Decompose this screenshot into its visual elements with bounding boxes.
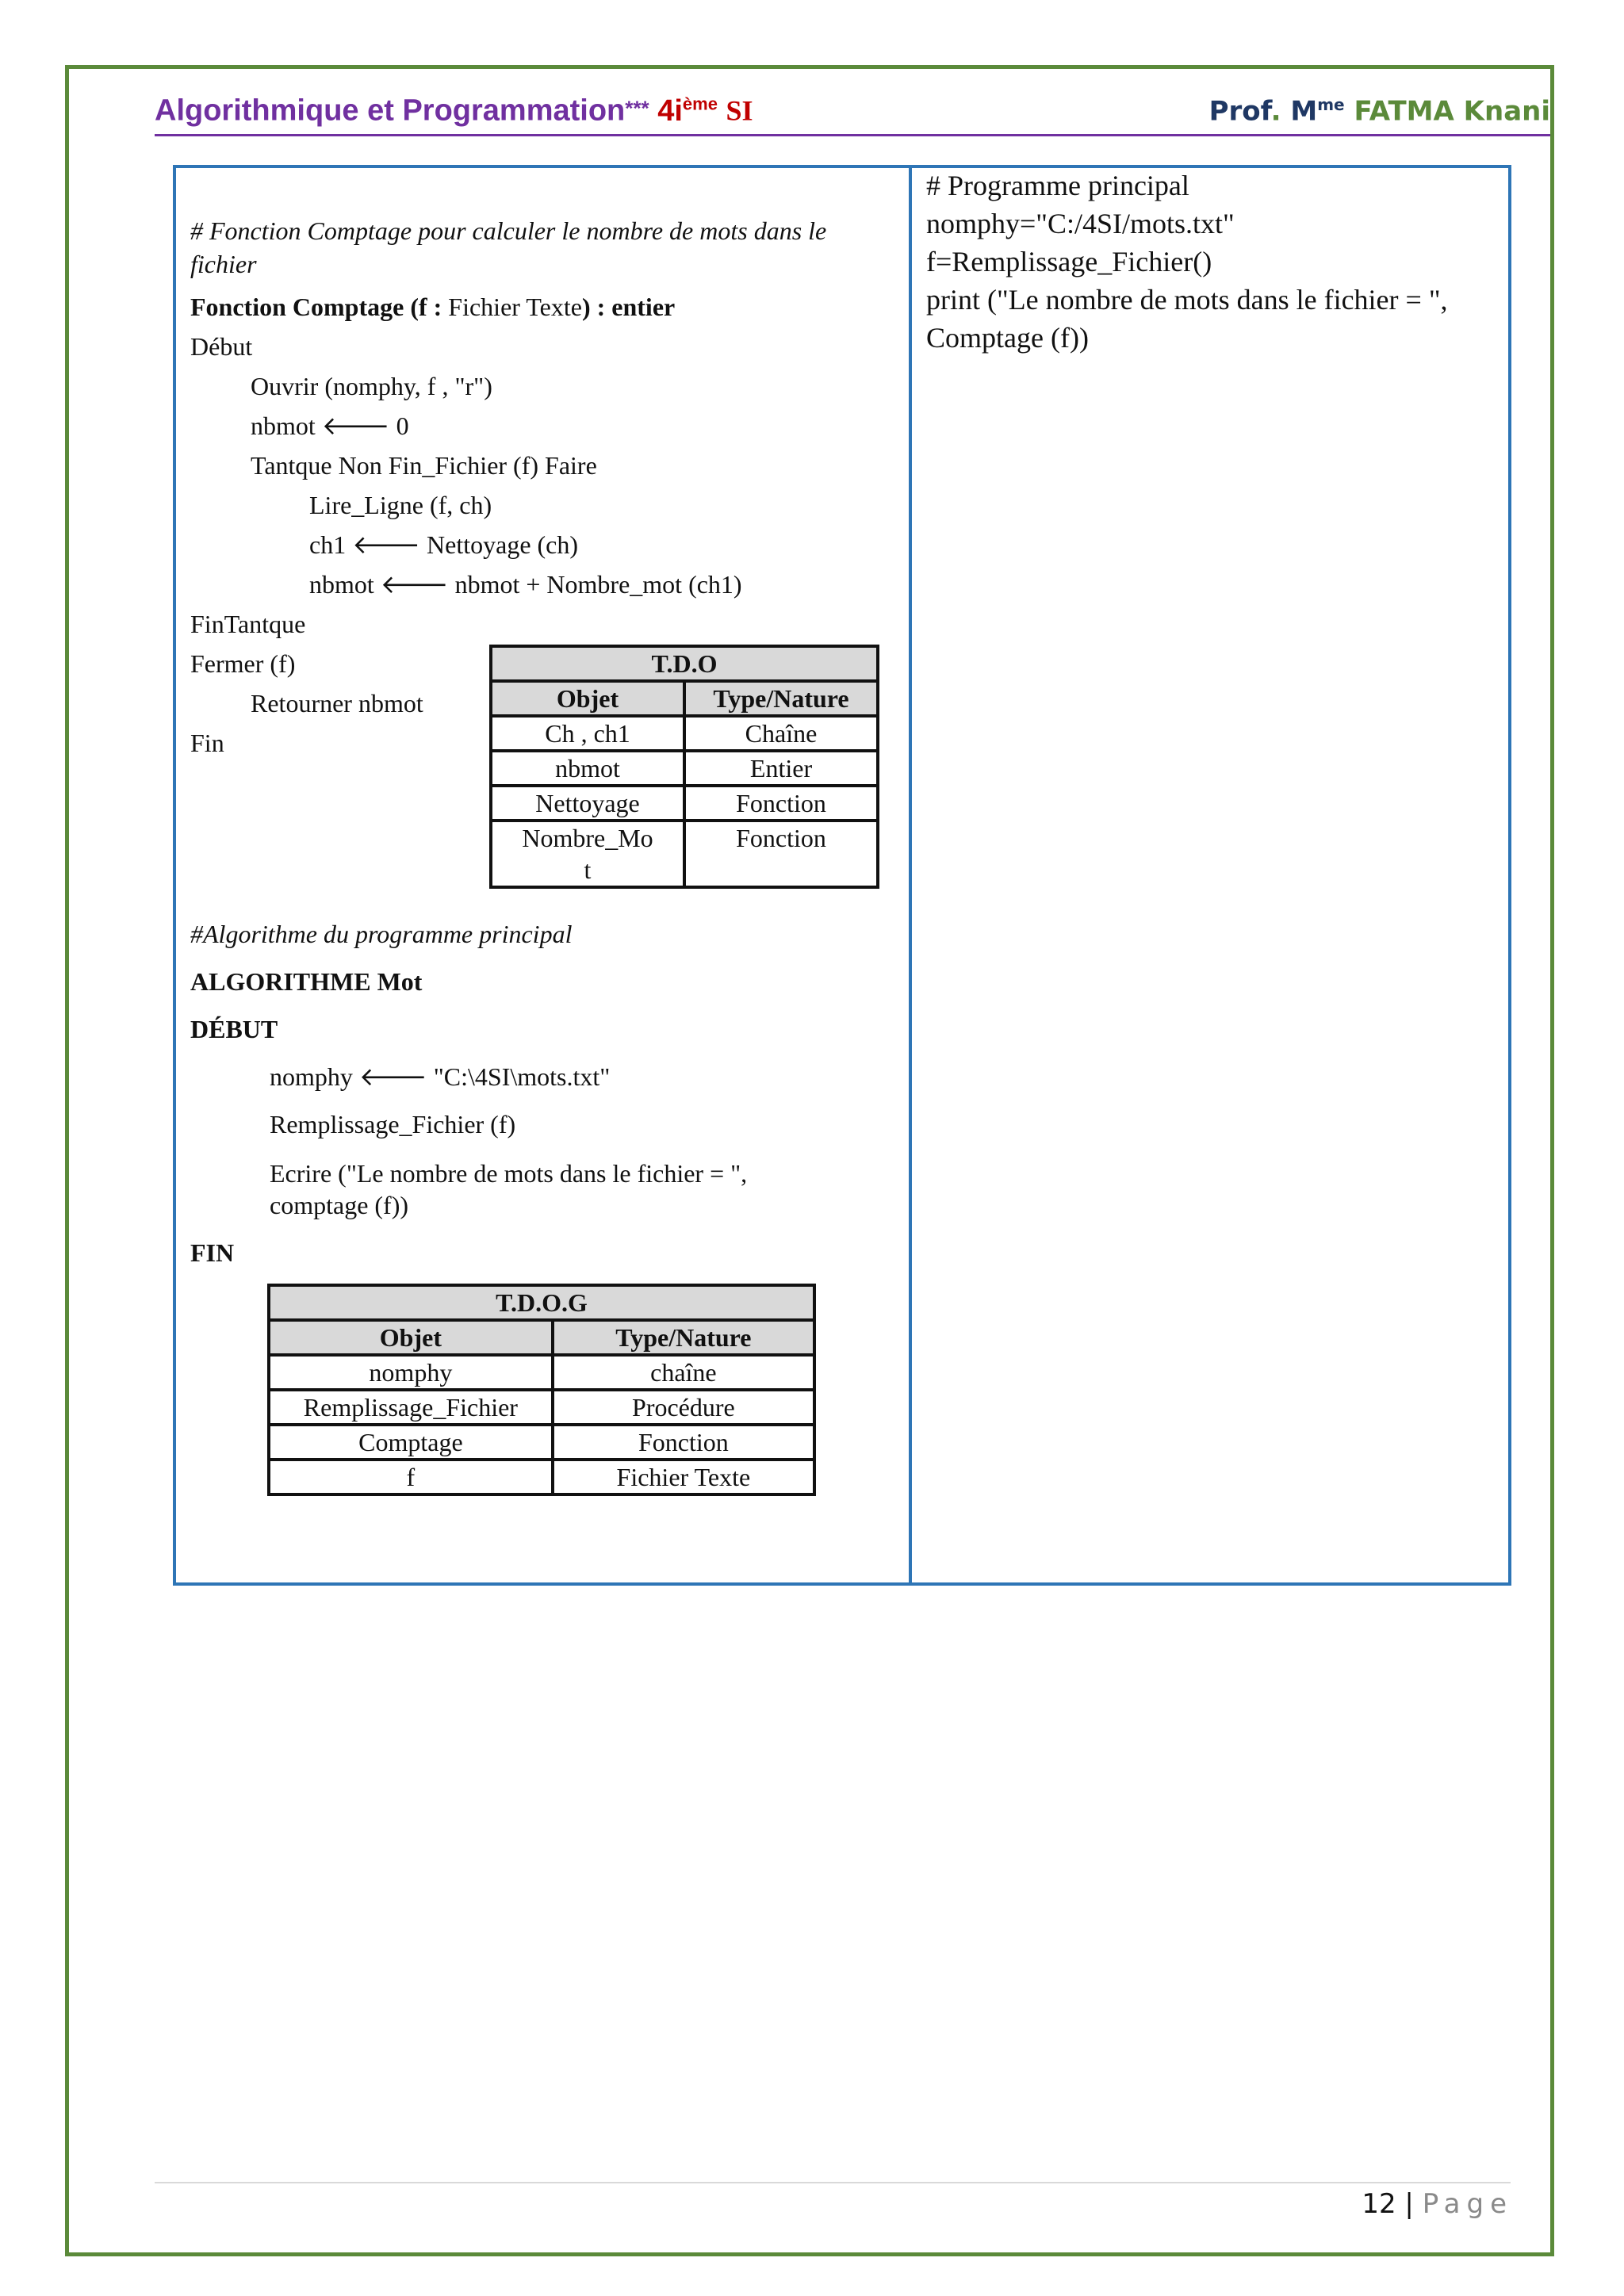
code-line: nomphy="C:/4SI/mots.txt" xyxy=(926,208,1235,239)
professor-name: Prof. $M^{me}$ FATMA Knani xyxy=(1208,95,1550,128)
tdog-col-objet: Objet xyxy=(269,1320,553,1355)
algo-debut: DÉBUT xyxy=(190,1015,278,1043)
footer-separator: | xyxy=(1404,2188,1414,2220)
page-header xyxy=(155,94,1550,135)
algo-fin: FIN xyxy=(190,1238,235,1267)
table-cell: Fonction xyxy=(553,1425,814,1460)
table-cell: Remplissage_Fichier xyxy=(269,1390,553,1425)
code-line: FinTantque xyxy=(190,610,306,638)
table-cell: Fonction xyxy=(684,821,878,887)
code-line: nomphy 🡐 "C:\4SI\mots.txt" xyxy=(270,1062,611,1091)
code-line: Remplissage_Fichier (f) xyxy=(270,1110,516,1138)
page-number: 12 xyxy=(1362,2188,1396,2220)
table-row xyxy=(491,751,878,786)
table-cell: Nettoyage xyxy=(491,786,684,821)
table-cell: Fichier Texte xyxy=(553,1460,814,1494)
table-cell: Entier xyxy=(684,751,878,786)
code-line: Fin xyxy=(190,729,224,757)
table-cell: nbmot xyxy=(491,751,684,786)
table-row xyxy=(269,1390,814,1425)
code-line: nbmot 🡐 nbmot + Nombre_mot (ch1) xyxy=(309,570,742,599)
code-line: Début xyxy=(190,332,253,361)
algo-title: ALGORITHME Mot xyxy=(190,967,423,996)
table-row xyxy=(491,716,878,751)
course-name: Algorithmique et Programmation xyxy=(155,94,626,128)
code-line: nbmot 🡐 0 xyxy=(251,411,409,440)
table-cell: Fonction xyxy=(684,786,878,821)
code-line: Lire_Ligne (f, ch) xyxy=(309,491,492,519)
level-si: SI xyxy=(726,94,753,127)
level-label: $4i^{ème}$ xyxy=(657,94,718,128)
code-line: Comptage (f)) xyxy=(926,322,1089,354)
python-comment: # Programme principal xyxy=(926,170,1189,201)
code-line: ch1 🡐 Nettoyage (ch) xyxy=(309,530,579,559)
function-header: Fonction Comptage (f : Fichier Texte) : entier xyxy=(190,293,676,321)
footer-divider xyxy=(155,2182,1511,2183)
table-cell: Chaîne xyxy=(684,716,878,751)
main-algorithm xyxy=(190,910,888,1276)
table-row xyxy=(269,1355,814,1390)
tdog-table xyxy=(267,1284,816,1496)
tdog-title: T.D.O.G xyxy=(269,1285,814,1320)
code-line: Retourner nbmot xyxy=(251,689,423,718)
tdo-title: T.D.O xyxy=(491,646,878,681)
table-cell: Comptage xyxy=(269,1425,553,1460)
python-column xyxy=(926,166,1497,357)
page-word: Page xyxy=(1422,2188,1513,2220)
header-divider xyxy=(155,134,1550,136)
code-line: f=Remplissage_Fichier() xyxy=(926,246,1212,277)
table-row xyxy=(491,821,878,887)
table-row xyxy=(269,1425,814,1460)
table-cell: Procédure xyxy=(553,1390,814,1425)
comptage-comment-cont: fichier xyxy=(190,250,257,278)
table-cell: nomphy xyxy=(269,1355,553,1390)
tdo-col-objet: Objet xyxy=(491,681,684,716)
code-line: Ouvrir (nomphy, f , "r") xyxy=(251,372,492,400)
tdo-col-type: Type/Nature xyxy=(684,681,878,716)
table-cell: Nombre_Mo t xyxy=(491,821,684,887)
code-line: Ecrire ("Le nombre de mots dans le fichier = ", xyxy=(270,1159,748,1188)
column-divider xyxy=(909,165,912,1586)
table-cell: Ch , ch1 xyxy=(491,716,684,751)
code-line: Tantque Non Fin_Fichier (f) Faire xyxy=(251,451,597,480)
table-row xyxy=(269,1460,814,1494)
page-footer xyxy=(1362,2188,1513,2220)
code-line: print ("Le nombre de mots dans le fichier = ", xyxy=(926,284,1448,316)
course-title xyxy=(155,94,753,128)
table-cell: f xyxy=(269,1460,553,1494)
code-line: comptage (f)) xyxy=(270,1191,409,1219)
code-line: Fermer (f) xyxy=(190,649,296,678)
algo-comment: #Algorithme du programme principal xyxy=(190,920,573,948)
tdo-table xyxy=(489,645,879,889)
stars-decoration: *** xyxy=(625,96,649,121)
comptage-comment: # Fonction Comptage pour calculer le nombre de mots dans le xyxy=(190,216,827,245)
tdog-col-type: Type/Nature xyxy=(553,1320,814,1355)
table-row xyxy=(491,786,878,821)
table-cell: chaîne xyxy=(553,1355,814,1390)
